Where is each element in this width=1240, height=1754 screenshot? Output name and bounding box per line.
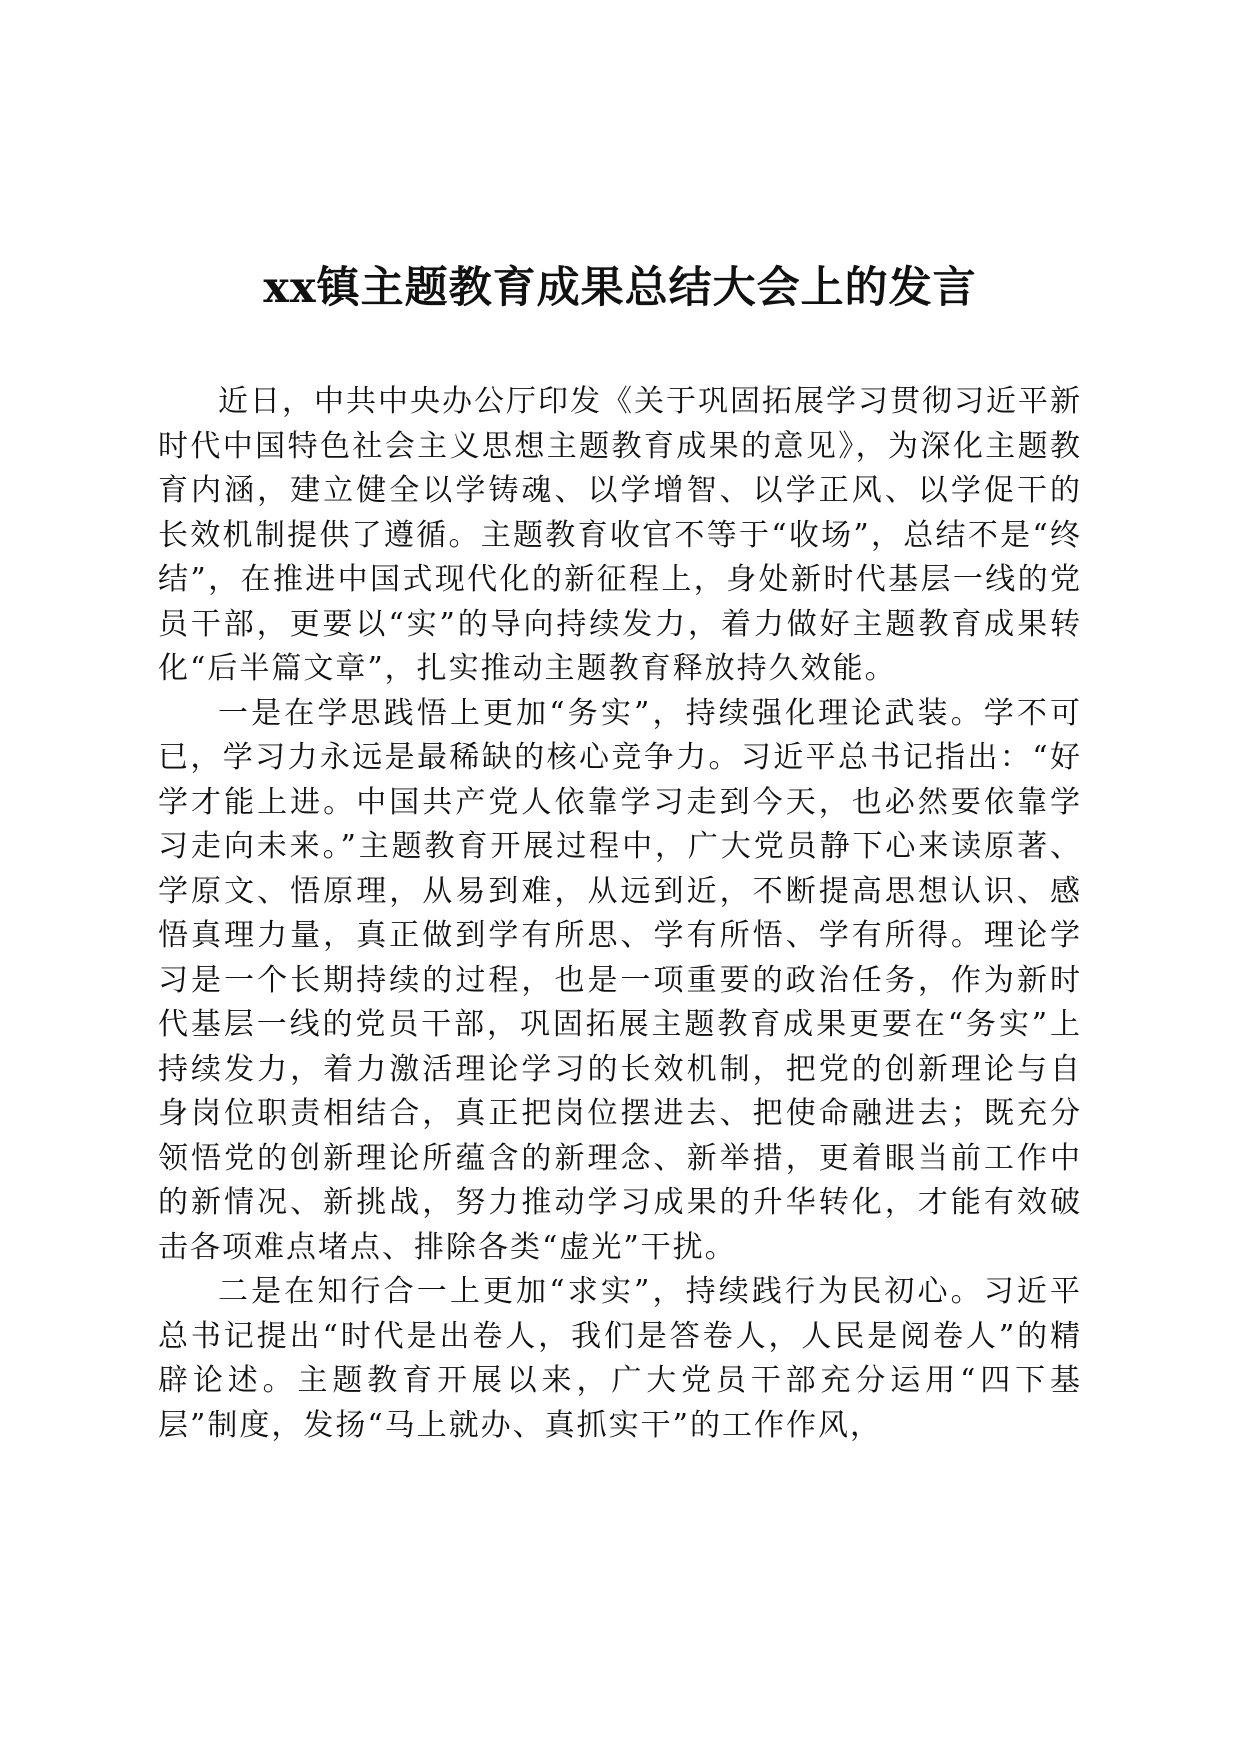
paragraph-point-one: 一是在学思践悟上更加“务实”，持续强化理论武装。学不可已，学习力永远是最稀缺的核心竞争力。习近平总书记指出：“好学才能上进。中国共产党人依靠学习走到今天，也必然要依靠学习走向未来。”主题教育开展过程中，广大党员静下心来读原著、学原文、悟原理，从易到难，从远到近，不断提高思想认识、感悟真理力量，真正做到学有所思、学有所悟、学有所得。理论学习是一个长期持续的过程，也是一项重要的政治任务，作为新时代基层一线的党员干部，巩固拓展主题教育成果更要在“务实”上持续发力，着力激活理论学习的长效机制，把党的创新理论与自身岗位职责相结合，真正把岗位摆进去、把使命融进去；既充分领悟党的创新理论所蕴含的新理念、新举措，更着眼当前工作中的新情况、新挑战，努力推动学习成果的升华转化，才能有效破击各项难点堵点、排除各类“虚光”干扰。: [158, 695, 1082, 1265]
document-body: [158, 380, 1082, 1448]
paragraph-intro: 近日，中共中央办公厅印发《关于巩固拓展学习贯彻习近平新时代中国特色社会主义思想主题教育成果的意见》，为深化主题教育内涵，建立健全以学铸魂、以学增智、以学正风、以学促干的长效机制提供了遵循。主题教育收官不等于“收场”，总结不是“终结”，在推进中国式现代化的新征程上，身处新时代基层一线的党员干部，更要以“实”的导向持续发力，着力做好主题教育成果转化“后半篇文章”，扎实推动主题教育释放持久效能。: [158, 384, 1082, 686]
document-title: xx镇主题教育成果总结大会上的发言: [263, 263, 977, 313]
paragraph-point-two: 二是在知行合一上更加“求实”，持续践行为民初心。习近平总书记提出“时代是出卷人，我们是答卷人，人民是阅卷人”的精辟论述。主题教育开展以来，广大党员干部充分运用“四下基层”制度，发扬“马上就办、真抓实干”的工作作风，: [158, 1274, 1082, 1443]
